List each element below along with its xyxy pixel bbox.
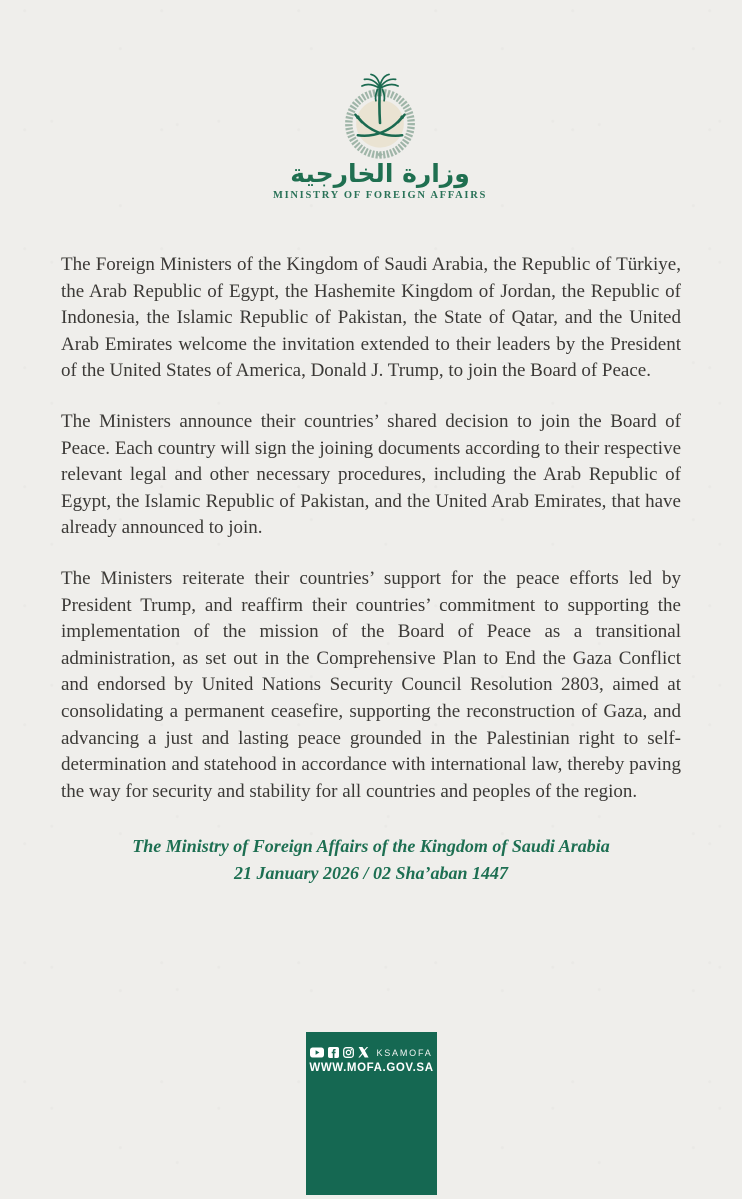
statement-body (61, 252, 681, 887)
youtube-icon (310, 1047, 324, 1058)
ministry-name-english: MINISTRY OF FOREIGN AFFAIRS (272, 189, 488, 201)
mofa-logo (9, 72, 742, 201)
social-icons-row (310, 1046, 432, 1059)
statement-paragraph-1: The Foreign Ministers of the Kingdom of Saudi Arabia, the Republic of Türkiye, the Arab Republic of Egypt, the Hashemite Kingdom of Jordan, the Republic of Indonesia, the Islamic Republic of Pakistan, the State of Qatar, and the United Arab Emirates welcome the invitation extended to their leaders by the President of the United States of America, Donald J. Trump, to join the Board of Peace. (61, 254, 681, 382)
footer-contact-box (306, 1032, 437, 1195)
signature-issuer: The Ministry of Foreign Affairs of the Kingdom of Saudi Arabia (132, 836, 610, 857)
mofa-emblem-icon (336, 72, 424, 164)
x-icon (358, 1047, 369, 1058)
statement-paragraph-2: The Ministers announce their countries’ shared decision to join the Board of Peace. Each country will sign the joining documents according to their respective relevant legal and other necessary procedures, including the Arab Republic of Egypt, the Islamic Republic of Pakistan, and the United Arab Emirates, that have already announced to join. (61, 410, 681, 539)
signature-block (61, 833, 681, 887)
signature-date: 21 January 2026 / 02 Sha’aban 1447 (233, 863, 509, 884)
ministry-name-arabic: وزارة الخارجية (290, 159, 470, 188)
instagram-icon (343, 1047, 354, 1058)
facebook-icon (328, 1047, 339, 1058)
website-url: WWW.MOFA.GOV.SA (309, 1062, 434, 1074)
social-handle: KSAMOFA (376, 1047, 433, 1058)
statement-paragraph-3: The Ministers reiterate their countries’ support for the peace efforts led by President Trump, and reaffirm their countries’ commitment to supporting the implementation of the mission of the Board of Peace as a transitional administration, as set out in the Comprehensive Plan to End the Gaza Conflict and endorsed by United Nations Security Council Resolution 2803, aimed at consolidating a permanent ceasefire, supporting the reconstruction of Gaza, and advancing a just and lasting peace grounded in the Palestinian right to self-determination and statehood in accordance with international law, thereby paving the way for security and stability for all countries and peoples of the region. (61, 567, 681, 802)
